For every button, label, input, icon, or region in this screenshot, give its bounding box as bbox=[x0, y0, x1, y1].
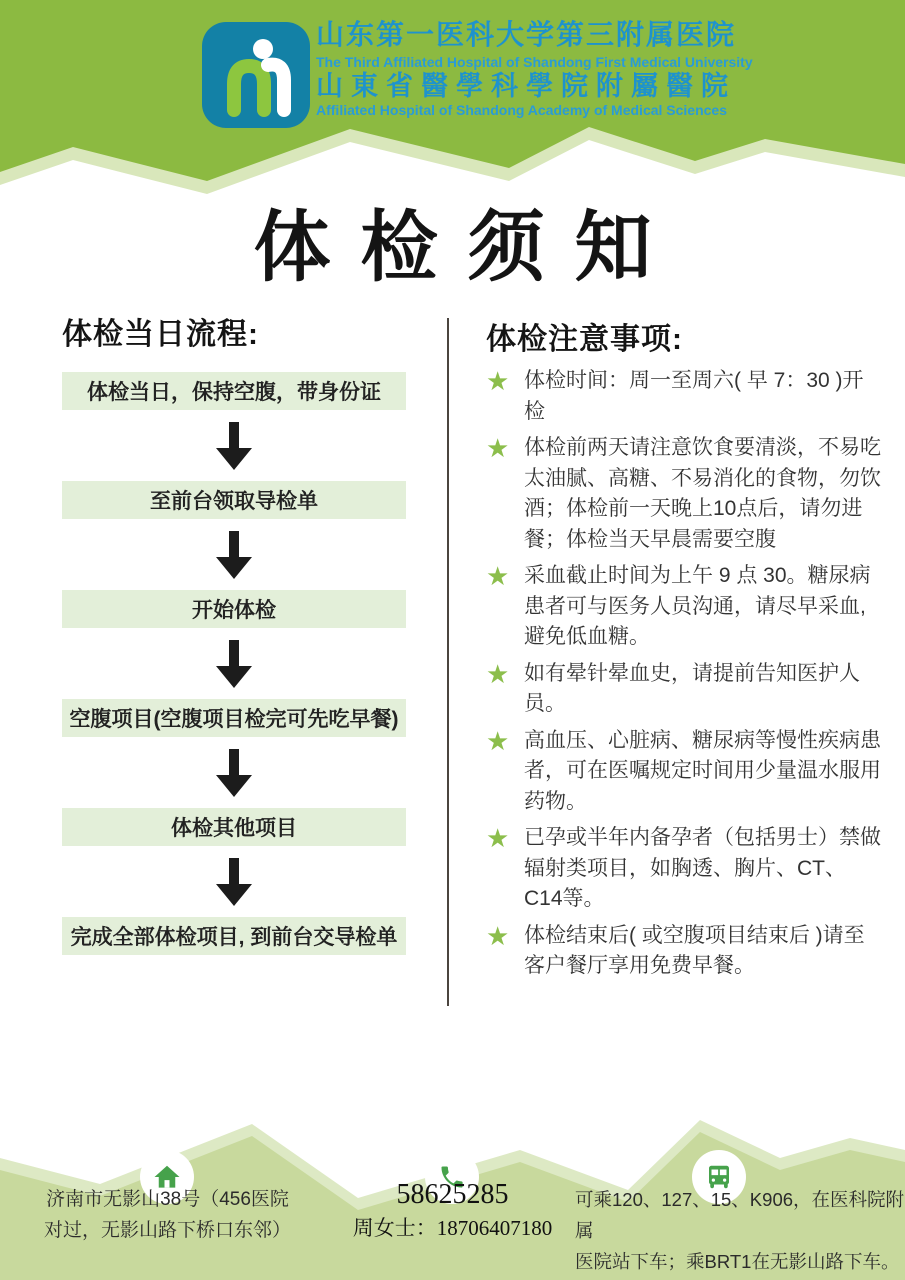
hospital-logo-icon bbox=[200, 20, 312, 130]
star-icon: ★ bbox=[486, 725, 510, 756]
flow-step: 开始体检 bbox=[62, 590, 406, 628]
notes-section-heading: 体检注意事项: bbox=[486, 323, 683, 356]
flow-step: 完成全部体检项目, 到前台交导检单 bbox=[62, 917, 406, 955]
footer bbox=[0, 1100, 905, 1280]
flow-step: 体检其他项目 bbox=[62, 808, 406, 846]
note-text: 体检前两天请注意饮食要清淡，不易吃太油腻、高糖、不易消化的食物，勿饮酒；体检前一天晚上10点后，请勿进餐；体检当天早晨需要空腹 bbox=[524, 436, 881, 551]
list-item bbox=[486, 433, 882, 555]
note-text: 高血压、心脏病、糖尿病等慢性疾病患者，可在医嘱规定时间用少量温水服用药物。 bbox=[524, 728, 881, 813]
page-title: 体检须知 bbox=[253, 205, 682, 291]
footer-bus-directions bbox=[575, 1184, 905, 1277]
phone-number-contact: 周女士：18706407180 bbox=[352, 1216, 553, 1240]
note-text: 已孕或半年内备孕者（包括男士）禁做辐射类项目，如胸透、胸片、CT、C14等。 bbox=[524, 826, 881, 910]
down-arrow-icon bbox=[62, 628, 406, 699]
hospital-name-block bbox=[316, 22, 756, 117]
footer-address bbox=[25, 1184, 310, 1246]
flow-chart bbox=[62, 372, 406, 955]
list-item bbox=[486, 659, 882, 720]
address-line2: 对过，无影山路下桥口东邻） bbox=[43, 1220, 291, 1241]
star-icon: ★ bbox=[486, 561, 510, 591]
star-icon: ★ bbox=[486, 433, 510, 463]
star-icon: ★ bbox=[486, 366, 510, 396]
hospital-name-en-1: The Third Affiliated Hospital of Shandong First Medical University bbox=[316, 54, 753, 70]
list-item bbox=[486, 561, 882, 653]
list-item bbox=[486, 823, 882, 915]
list-item bbox=[486, 366, 882, 427]
flow-section-heading: 体检当日流程: bbox=[62, 318, 259, 351]
down-arrow-icon bbox=[62, 410, 406, 481]
bus-line2: 医院站下车；乘BRT1在无影山路下车。 bbox=[575, 1251, 900, 1272]
star-icon: ★ bbox=[486, 658, 510, 689]
notes-list bbox=[486, 366, 882, 988]
bus-line1: 可乘120、127、15、K906，在医科院附属 bbox=[575, 1189, 905, 1241]
list-item bbox=[486, 921, 882, 982]
note-text: 体检时间：周一至周六( 早 7：30 )开检 bbox=[524, 369, 864, 423]
note-text: 体检结束后( 或空腹项目结束后 )请至客户餐厅享用免费早餐。 bbox=[524, 923, 865, 977]
note-text: 采血截止时间为上午 9 点 30。糖尿病患者可与医务人员沟通，请尽早采血,避免低血糖。 bbox=[524, 564, 871, 648]
flow-step: 体检当日，保持空腹，带身份证 bbox=[62, 372, 406, 410]
down-arrow-icon bbox=[62, 519, 406, 590]
star-icon: ★ bbox=[486, 920, 510, 951]
column-divider bbox=[447, 318, 449, 1006]
down-arrow-icon bbox=[62, 846, 406, 917]
flow-step: 空腹项目(空腹项目检完可先吃早餐) bbox=[62, 699, 406, 737]
footer-phone bbox=[330, 1178, 575, 1244]
address-line1: 济南市无影山38号（456医院 bbox=[46, 1189, 289, 1210]
note-text: 如有晕针晕血史，请提前告知医护人员。 bbox=[524, 661, 860, 715]
hospital-name-en-2: Affiliated Hospital of Shandong Academy of Medical Sciences bbox=[316, 102, 728, 118]
flow-step: 至前台领取导检单 bbox=[62, 481, 406, 519]
list-item bbox=[486, 726, 882, 818]
star-icon: ★ bbox=[486, 823, 510, 853]
down-arrow-icon bbox=[62, 737, 406, 808]
hospital-name-cn-traditional: 山東省醫學科學院附屬醫院 bbox=[316, 71, 736, 101]
hospital-name-cn-simplified: 山东第一医科大学第三附属医院 bbox=[316, 20, 737, 51]
phone-number-main: 58625285 bbox=[396, 1179, 509, 1210]
